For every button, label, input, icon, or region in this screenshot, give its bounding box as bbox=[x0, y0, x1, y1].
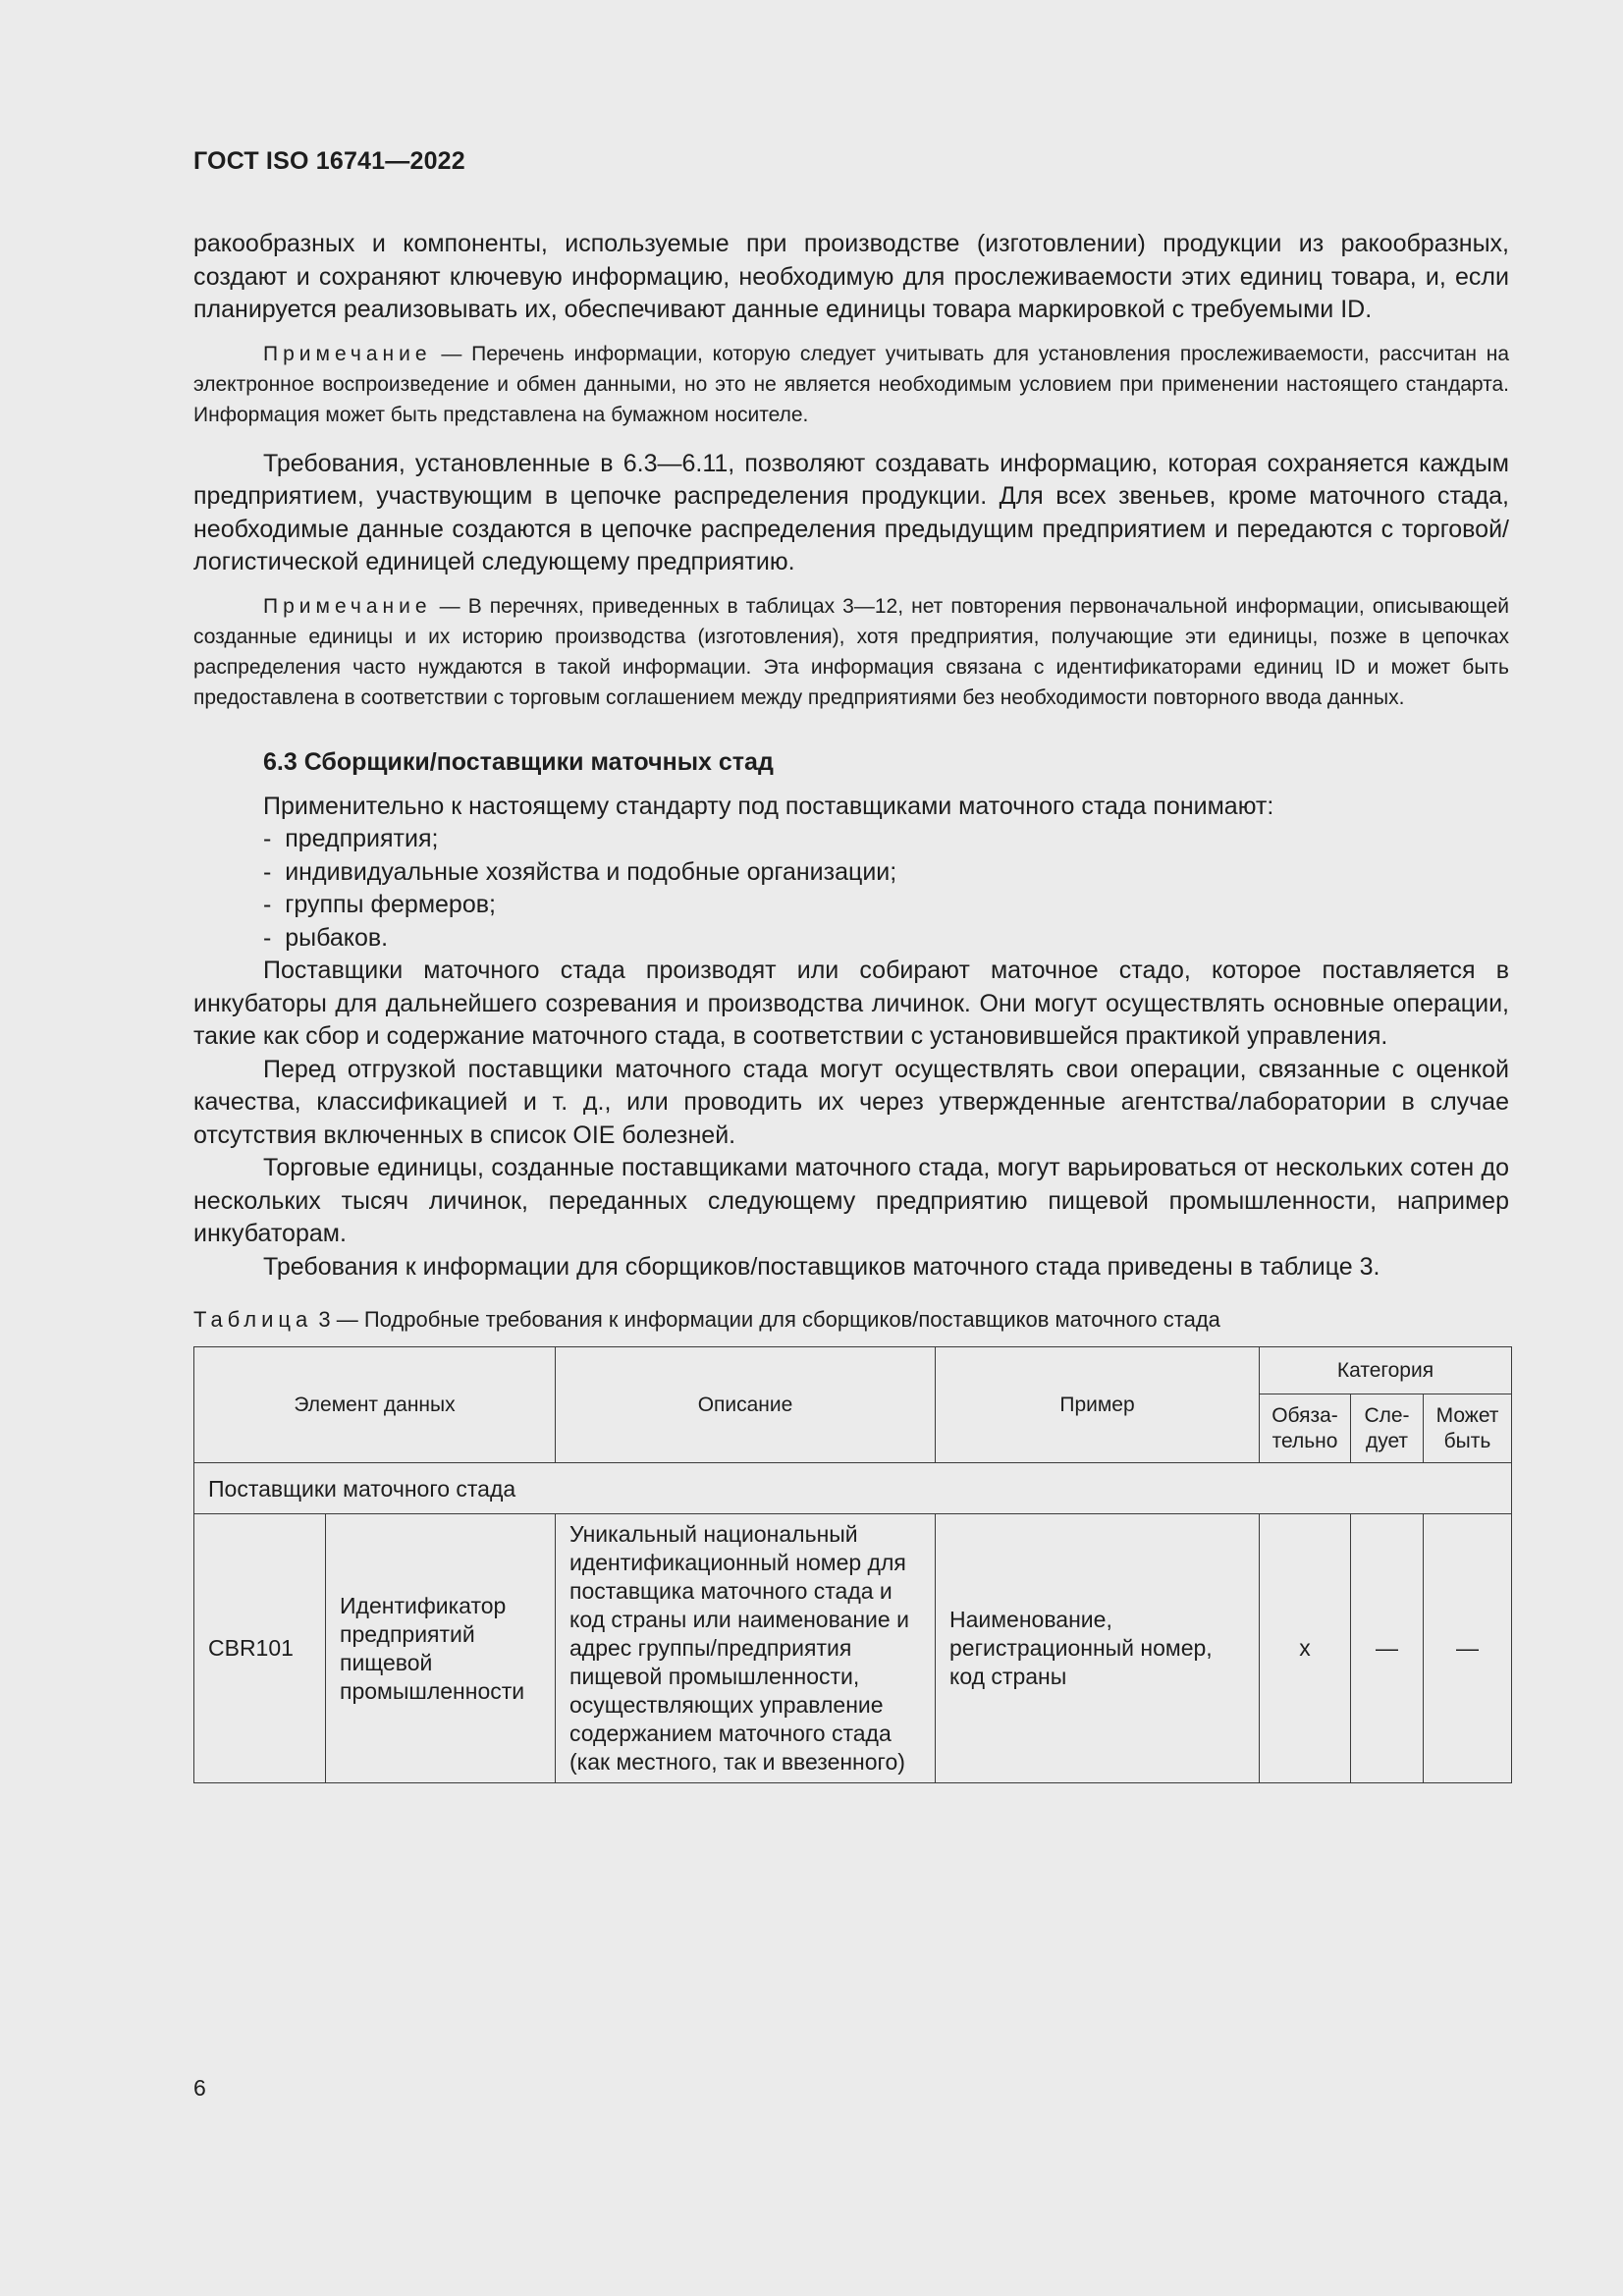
note-label: Примечание bbox=[263, 594, 432, 618]
document-header: ГОСТ ISO 16741—2022 bbox=[193, 147, 465, 175]
caption-text: 3 — Подробные требования к информации для сборщиков/поставщиков маточного стада bbox=[312, 1307, 1220, 1332]
note-text: — В перечнях, приведенных в таблицах 3—12, нет повторения первоначальной информации, описывающей созданные единицы и их историю производства (изготовления), хотя предприятия, получающие эти единицы, позже в цепочках распределения часто нуждаются в такой информации. Эта информация связана с идентификаторами единиц ID и может быть предоставлена в соответствии с торговым соглашением между предприятиями без необходимости повторного ввода данных. bbox=[193, 594, 1509, 709]
note-label: Примечание bbox=[263, 342, 432, 365]
cell-should: — bbox=[1351, 1514, 1424, 1783]
list-item: - группы фермеров; bbox=[263, 889, 1509, 922]
bullet-list bbox=[193, 823, 1509, 955]
header-example: Пример bbox=[936, 1347, 1260, 1463]
table-caption bbox=[193, 1305, 1509, 1335]
header-should: Сле-дует bbox=[1351, 1394, 1424, 1463]
paragraph: Применительно к настоящему стандарту под поставщиками маточного стада понимают: bbox=[263, 792, 1274, 820]
paragraph: Требования, установленные в 6.3—6.11, позволяют создавать информацию, которая сохраняется каждым предприятием, участвующим в цепочке распределения продукции. Для всех звеньев, кроме маточного стада, необходимые данные создаются в цепочке распределения предыдущим предприятием и передаются с торговой/логистической единицей следующему предприятию. bbox=[193, 449, 1509, 575]
section-title: 6.3 Сборщики/поставщики маточных стад bbox=[263, 747, 774, 776]
cell-description: Уникальный национальный идентификационный номер для поставщика маточного стада и код страны или наименование и адрес группы/предприятия пищевой промышленности, осуществляющих управление содержанием маточного стада (как местного, так и ввезенного) bbox=[556, 1514, 936, 1783]
note-text: — Перечень информации, которую следует учитывать для установления прослеживаемости, рассчитан на электронное воспроизведение и обмен данными, но это не является необходимым условием при применении настоящего стандарта. Информация может быть представлена на бумажном носителе. bbox=[193, 342, 1509, 426]
paragraph: Поставщики маточного стада производят или собирают маточное стадо, которое поставляется в инкубаторы для дальнейшего созревания и производства личинок. Они могут осуществлять основные операции, такие как сбор и содержание маточного стада, в соответствии с установившейся практикой управления. bbox=[193, 957, 1509, 1050]
list-item: - индивидуальные хозяйства и подобные организации; bbox=[263, 856, 1509, 890]
paragraph: Перед отгрузкой поставщики маточного стада могут осуществлять свои операции, связанные с оценкой качества, классификацией и т. д., или проводить их через утвержденные агентства/лаборатории в случае отсутствия включенных в список OIE болезней. bbox=[193, 1055, 1509, 1149]
paragraph: ракообразных и компоненты, используемые при производстве (изготовлении) продукции из ракообразных, создают и сохраняют ключевую информацию, необходимую для прослеживаемости этих единиц товара, и, если планируется реализовывать их, обеспечивают данные единицы товара маркировкой с требуемыми ID. bbox=[193, 230, 1509, 323]
caption-label: Таблица bbox=[193, 1307, 313, 1332]
requirements-table bbox=[193, 1346, 1512, 1783]
header-description: Описание bbox=[556, 1347, 936, 1463]
table-row bbox=[194, 1514, 1512, 1783]
header-mandatory: Обяза-тельно bbox=[1260, 1394, 1351, 1463]
page-number: 6 bbox=[193, 2075, 206, 2101]
paragraph: Требования к информации для сборщиков/поставщиков маточного стада приведены в таблице 3. bbox=[263, 1252, 1380, 1281]
header-may: Может быть bbox=[1424, 1394, 1512, 1463]
list-item: - рыбаков. bbox=[263, 922, 1509, 956]
list-item: - предприятия; bbox=[263, 823, 1509, 856]
table-group-row: Поставщики маточного стада bbox=[194, 1463, 1512, 1514]
header-category: Категория bbox=[1260, 1347, 1512, 1394]
cell-example: Наименование, регистрационный номер, код страны bbox=[936, 1514, 1260, 1783]
cell-may: — bbox=[1424, 1514, 1512, 1783]
cell-code: CBR101 bbox=[194, 1514, 326, 1783]
note bbox=[193, 591, 1509, 713]
page-content bbox=[193, 228, 1509, 1783]
paragraph: Торговые единицы, созданные поставщиками маточного стада, могут варьироваться от нескольких сотен до нескольких тысяч личинок, переданных следующему предприятию пищевой промышленности, например инкубаторам. bbox=[193, 1154, 1509, 1247]
cell-name: Идентификатор предприятий пищевой промышленности bbox=[326, 1514, 556, 1783]
header-element: Элемент данных bbox=[194, 1347, 556, 1463]
cell-mandatory: x bbox=[1260, 1514, 1351, 1783]
note bbox=[193, 339, 1509, 430]
